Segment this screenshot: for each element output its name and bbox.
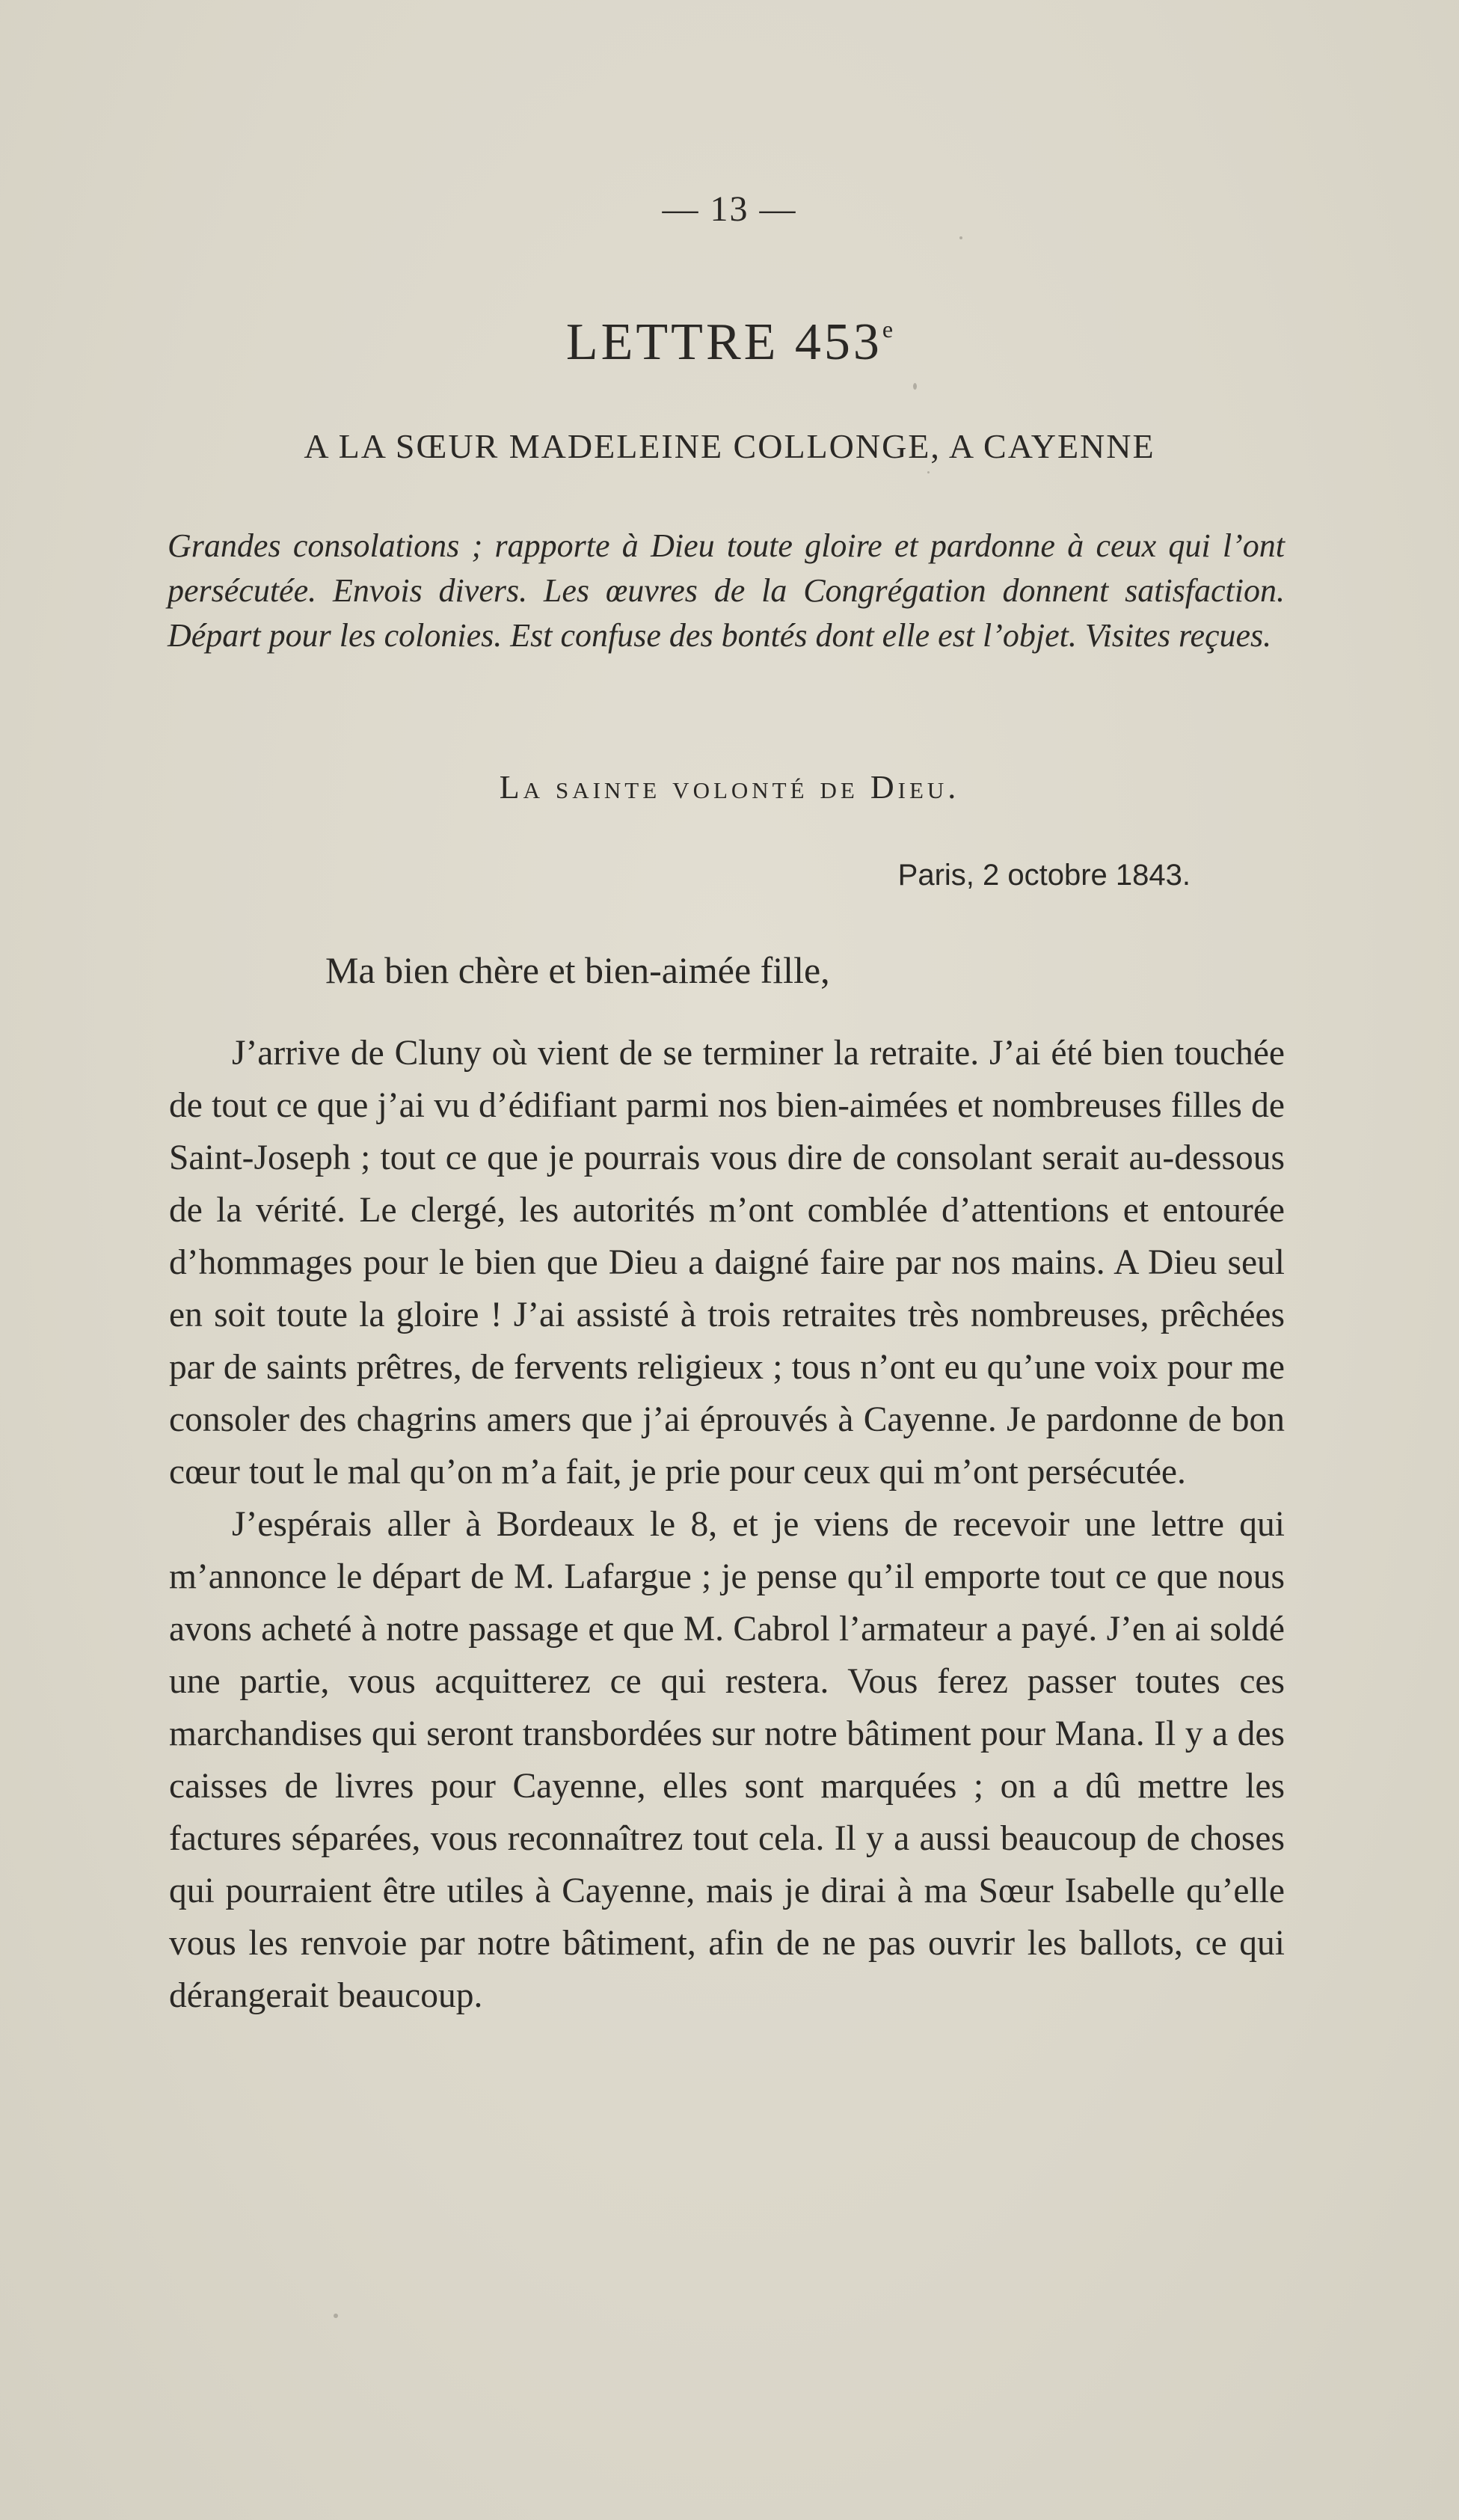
letter-body bbox=[169, 1027, 1285, 2022]
letter-title-text: LETTRE 453 bbox=[565, 313, 882, 371]
letter-recipient: A LA SŒUR MADELEINE COLLONGE, A CAYENNE bbox=[304, 427, 1155, 465]
letter-title-suffix: e bbox=[882, 316, 894, 343]
letter-salutation: Ma bien chère et bien-aimée fille, bbox=[325, 949, 830, 991]
letter-summary: Grandes consolations ; rapporte à Dieu toute gloire et pardonne à ceux qui l’ont persécutée. Envois divers. Les œuvres de la Congrégation donnent satisfaction. Départ pour les colonies. Est confuse des bontés dont elle est l’objet. Visites reçues. bbox=[168, 527, 1285, 654]
letter-motto: La sainte volonté de Dieu. bbox=[499, 769, 960, 806]
page-number: — 13 — bbox=[662, 189, 797, 229]
paper-speck bbox=[927, 471, 930, 473]
paper-speck bbox=[334, 2314, 338, 2318]
body-paragraph: J’espérais aller à Bordeaux le 8, et je viens de recevoir une lettre qui m’annonce le départ de M. Lafargue ; je pense qu’il emporte tout ce que nous avons acheté à notre passage et que M. Cabrol l’armateur a payé. J’en ai soldé une partie, vous acquitterez ce qui restera. Vous ferez passer toutes ces marchandises qui seront transbordées sur notre bâtiment pour Mana. Il y a des caisses de livres pour Cayenne, elles sont marquées ; on a dû mettre les factures séparées, vous reconnaîtrez tout cela. Il y a aussi beaucoup de choses qui pourraient être utiles à Cayenne, mais je dirai à ma Sœur Isabelle qu’elle vous les renvoie par notre bâtiment, afin de ne pas ouvrir les ballots, ce qui dérangerait beaucoup. bbox=[169, 1505, 1285, 2015]
paper-speck bbox=[913, 383, 917, 390]
paper-speck bbox=[959, 236, 962, 239]
letter-dateline: Paris, 2 octobre 1843. bbox=[897, 859, 1191, 892]
body-paragraph: J’arrive de Cluny où vient de se terminer la retraite. J’ai été bien touchée de tout ce que j’ai vu d’édifiant parmi nos bien-aimées et nombreuses filles de Saint-Joseph ; tout ce que je pourrais vous dire de consolant serait au-dessous de la vérité. Le clergé, les autorités m’ont comblée d’attentions et entourée d’hommages pour le bien que Dieu a daigné faire par nos mains. A Dieu seul en soit toute la gloire ! J’ai assisté à trois retraites très nombreuses, prêchées par de saints prêtres, de fervents religieux ; tous n’ont eu qu’une voix pour me consoler des chagrins amers que j’ai éprouvés à Cayenne. Je pardonne de bon cœur tout le mal qu’on m’a fait, je prie pour ceux qui m’ont persécutée. bbox=[169, 1034, 1285, 1492]
letter-title bbox=[0, 313, 1459, 373]
